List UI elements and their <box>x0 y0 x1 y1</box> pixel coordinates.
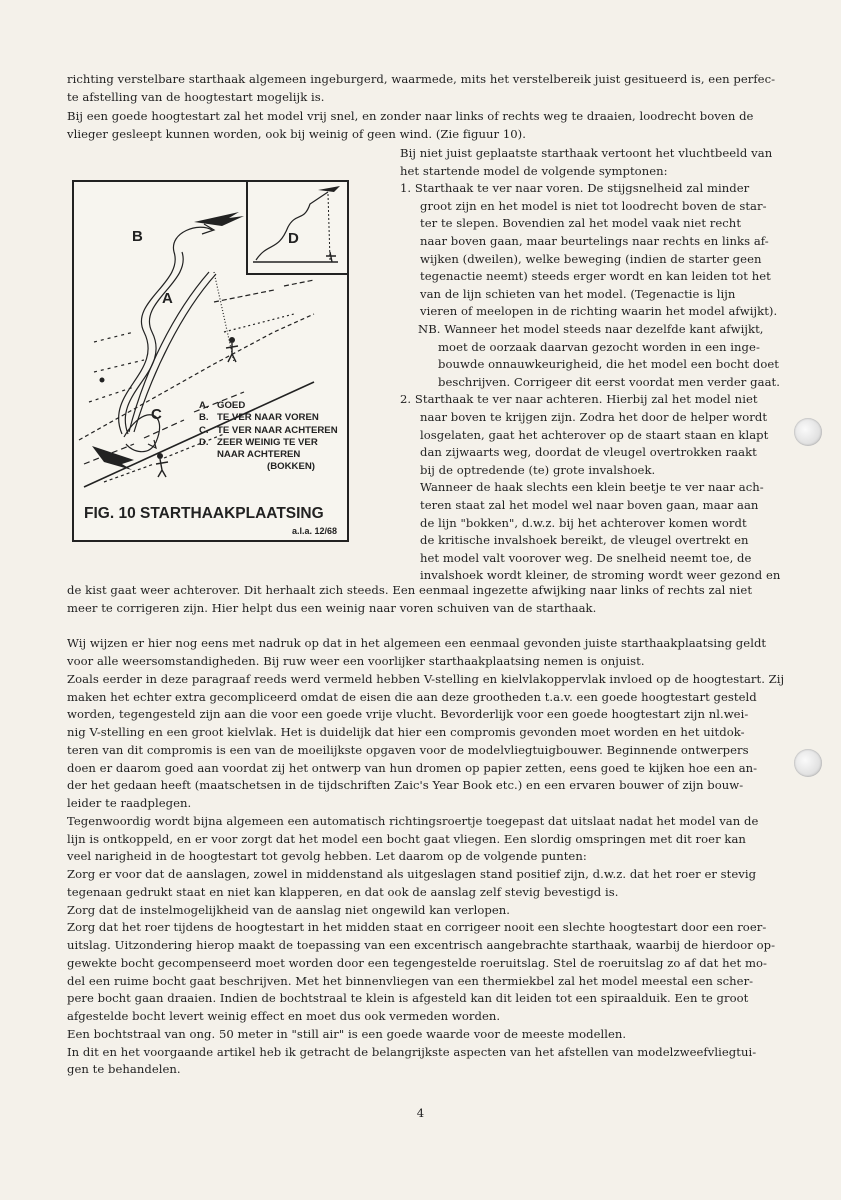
legend-key: B. <box>199 412 209 424</box>
text-line: naar boven te krijgen zijn. Zodra het door de helper wordt <box>420 410 768 424</box>
figure-caption: FIG. 10 STARTHAAKPLAATSING <box>84 505 324 522</box>
legend-item <box>199 400 349 412</box>
text-line: Bij een goede hoogtestart zal het model vrij snel, en zonder naar links of rechts weg te draaien, loodrecht boven de <box>67 108 754 123</box>
text-line: teren staat zal het model wel naar boven gaan, maar aan <box>420 498 759 512</box>
text-line: van de lijn schieten van het model. (Tegenactie is lijn <box>420 286 736 301</box>
page-number: 4 <box>416 1106 425 1120</box>
text-line: de lijn "bokken", d.w.z. bij het achterover komen wordt <box>420 515 747 530</box>
legend-text: TE VER NAAR VOREN <box>217 412 319 424</box>
text-line: het model valt voorover weg. De snelheid neemt toe, de <box>420 550 752 565</box>
text-line: tegenactie neemt) steeds erger wordt en kan leiden tot het <box>420 269 771 284</box>
text-line: veel narigheid in de hoogtestart tot gevolg hebben. Let daarom op de volgende punten: <box>67 849 587 864</box>
text-line: de kist gaat weer achterover. Dit herhaalt zich steeds. Een eenmaal ingezette afwijking naar links of rechts zal niet <box>67 583 753 597</box>
text-line: te afstelling van de hoogtestart mogelijk is. <box>67 90 325 105</box>
text-line: Zoals eerder in deze paragraaf reeds werd vermeld hebben V-stelling en kielvlakoppervlak invloed op de hoogtestart. Zij <box>67 671 785 686</box>
text-line: gen te behandelen. <box>67 1062 181 1077</box>
text-line: leider te raadplegen. <box>67 796 192 810</box>
legend-key <box>199 461 217 473</box>
text-line: Zorg dat het roer tijdens de hoogtestart in het midden staat en corrigeer nooit een slechte hoogtestart door een roer- <box>67 920 767 935</box>
text-line: richting verstelbare starthaak algemeen ingeburgerd, waarmede, mits het verstelbereik juist gesitueerd is, een perfec- <box>67 72 776 86</box>
text-line: het startende model de volgende symptonen: <box>400 163 668 178</box>
text-line: bij de optredende (te) grote invalshoek. <box>420 462 656 477</box>
text-line: Wanneer de haak slechts een klein beetje te ver naar ach- <box>420 480 764 495</box>
text-line: uitslag. Uitzondering hierop maakt de toepassing van een excentrisch aangebrachte starthaak, waarbij de hierdoor op- <box>67 938 776 952</box>
legend-item <box>199 425 349 437</box>
figure-legend <box>199 400 349 474</box>
text-line: Een bochtstraal van ong. 50 meter in "still air" is een goede waarde voor de meeste modellen. <box>67 1026 627 1041</box>
text-line: bouwde onnauwkeurigheid, die het model een bocht doet <box>438 357 779 372</box>
text-line: maken het echter extra gecompliceerd omdat de eisen die aan deze grootheden t.a.v. een goede hoogtestart gesteld <box>67 689 757 704</box>
legend-item <box>199 461 349 473</box>
legend-text: (BOKKEN) <box>267 461 315 473</box>
figure-reference: a.l.a. 12/68 <box>291 526 337 536</box>
punch-hole-icon <box>794 749 822 777</box>
figure-10 <box>72 180 349 542</box>
text-line: groot zijn en het model is niet tot loodrecht boven de star- <box>420 198 767 213</box>
label-d: D <box>288 230 299 247</box>
text-line: 1. Starthaak te ver naar voren. De stijgsnelheid zal minder <box>400 181 750 196</box>
legend-key: D. <box>199 436 209 448</box>
legend-item <box>199 449 349 461</box>
legend-item <box>199 412 349 424</box>
legend-key: C. <box>199 424 209 436</box>
text-line: NB. Wanneer het model steeds naar dezelfde kant afwijkt, <box>418 322 764 336</box>
text-line: nig V-stelling en een groot kielvlak. Het is duidelijk dat hier een compromis gevonden moet worden en het uitdok- <box>67 725 745 739</box>
text-line: afgestelde bocht levert weinig effect en moet dus ook vermeden worden. <box>67 1009 501 1023</box>
text-line: In dit en het voorgaande artikel heb ik getracht de belangrijkste aspecten van het afstellen van modelzweefvliegtui- <box>67 1044 757 1059</box>
label-c: C <box>151 406 162 423</box>
text-line: naar boven gaan, maar beurtelings naar rechts en links af- <box>420 234 769 248</box>
punch-hole-icon <box>794 418 822 446</box>
text-line: losgelaten, gaat het achterover op de staart staan en klapt <box>420 427 769 442</box>
text-line: der het gedaan heeft (maatschetsen in de tijdschriften Zaic's Year Book etc.) en een ervaren bouwer of zijn bouw- <box>67 778 744 793</box>
legend-key: A. <box>199 400 209 411</box>
text-line: Bij niet juist geplaatste starthaak vertoont het vluchtbeeld van <box>400 146 773 160</box>
inset-bokken <box>246 182 347 275</box>
text-line: Wij wijzen er hier nog eens met nadruk op dat in het algemeen een eenmaal gevonden juiste starthaakplaatsing geldt <box>67 636 767 651</box>
text-line: Tegenwoordig wordt bijna algemeen een automatisch richtingsroertje toegepast dat uitslaat nadat het model van de <box>67 813 759 828</box>
text-line: meer te corrigeren zijn. Hier helpt dus een weinig naar voren schuiven van de starthaak. <box>67 600 597 615</box>
legend-item <box>199 437 349 449</box>
label-b: B <box>132 228 143 245</box>
text-line: doen er daarom goed aan voordat zij het ontwerp van hun dromen op papier zetten, eens goed te kijken hoe een an- <box>67 760 758 775</box>
legend-text: NAAR ACHTEREN <box>217 449 301 461</box>
text-line: worden, tegengesteld zijn aan die voor een goede vrije vlucht. Bevorderlijk voor een goede hoogtestart zijn nl.wei- <box>67 707 749 722</box>
text-line: de kritische invalshoek bereikt, de vleugel overtrekt en <box>420 533 749 548</box>
text-line: pere bocht gaan draaien. Indien de bochtstraal te klein is afgesteld kan dit leiden tot een spiraalduik. Een te groot <box>67 991 749 1006</box>
text-line: vlieger gesleept kunnen worden, ook bij weinig of geen wind. (Zie figuur 10). <box>67 127 526 142</box>
text-line: moet de oorzaak daarvan gezocht worden in een inge- <box>438 339 760 354</box>
text-line: lijn is ontkoppeld, en er voor zorgt dat het model een bocht gaat vliegen. Een slordig omspringen met dit roer kan <box>67 831 746 846</box>
text-line: invalshoek wordt kleiner, de stroming wordt weer gezond en <box>420 568 781 583</box>
text-line: voor alle weersomstandigheden. Bij ruw weer een voorlijker starthaakplaatsing nemen is onjuist. <box>67 654 645 668</box>
label-a: A <box>162 290 173 307</box>
legend-key <box>199 449 217 461</box>
text-line: Zorg dat de instelmogelijkheid van de aanslag niet ongewild kan verlopen. <box>67 902 511 917</box>
text-line: ter te slepen. Bovendien zal het model vaak niet recht <box>420 216 742 231</box>
text-line: vieren of meelopen in de richting waarin het model afwijkt). <box>420 304 778 319</box>
text-line: dan zijwaarts weg, doordat de vleugel overtrokken raakt <box>420 445 757 460</box>
text-line: Zorg er voor dat de aanslagen, zowel in middenstand als uitgeslagen stand positief zijn, d.w.z. dat het roer er stevig <box>67 867 757 881</box>
text-line: gewekte bocht gecompenseerd moet worden door een tegengestelde roeruitslag. Stel de roeruitslag zo af dat het mo- <box>67 955 767 970</box>
legend-text: GOED <box>217 400 246 411</box>
text-line: del een ruime bocht gaat beschrijven. Met het binnenvliegen van een thermiekbel zal het model meestal een scher- <box>67 973 754 988</box>
text-line: wijken (dweilen), welke beweging (indien de starter geen <box>420 251 762 266</box>
legend-text: ZEER WEINIG TE VER <box>217 436 318 448</box>
text-line: teren van dit compromis is een van de moeilijkste opgaven voor de modelvliegtuigbouwer. Beginnende ontwerpers <box>67 742 749 757</box>
legend-text: TE VER NAAR ACHTEREN <box>217 424 338 436</box>
inset-drawing <box>248 182 347 273</box>
text-line: tegenaan gedrukt staat en niet kan klapperen, en dat ook de aanslag zelf stevig bevestigd is. <box>67 884 619 899</box>
text-line: beschrijven. Corrigeer dit eerst voordat men verder gaat. <box>438 374 780 389</box>
text-line: 2. Starthaak te ver naar achteren. Hierbij zal het model niet <box>400 392 758 407</box>
